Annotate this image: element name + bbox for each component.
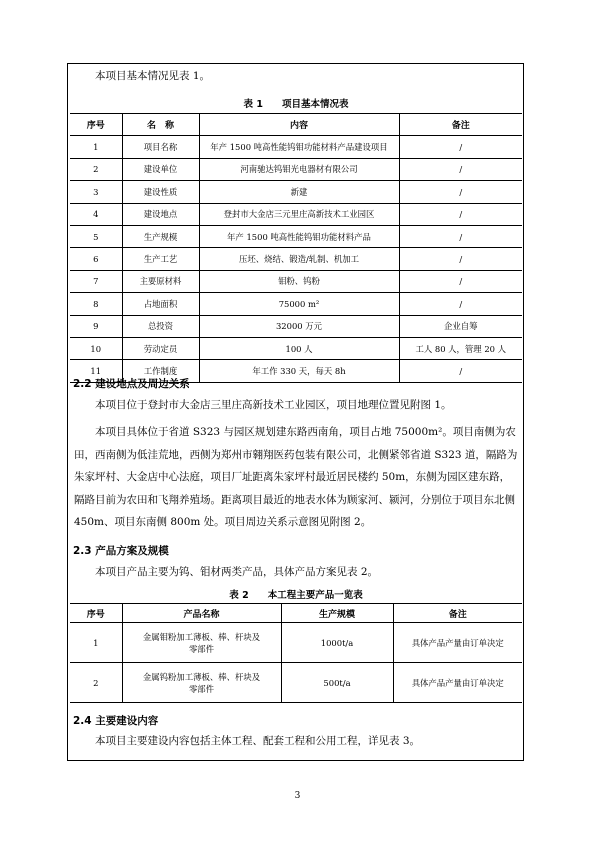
table-cell: /	[399, 293, 522, 315]
table-cell: 11	[70, 360, 122, 382]
section-2-2-paragraph-1: 本项目位于登封市大金店三里庄高新技术工业园区，项目地理位置见附图 1。	[95, 399, 452, 411]
table-cell: 年产 1500 吨高性能钨钼功能材料产品	[199, 225, 399, 247]
table-cell: /	[399, 181, 522, 203]
table-cell: 金属钨粉加工薄板、棒、杆块及零部件	[122, 663, 281, 703]
table-cell: 6	[70, 248, 122, 270]
table-cell: 新建	[199, 181, 399, 203]
table-row	[70, 181, 522, 203]
section-2-3-paragraph: 本项目产品主要为钨、钼材两类产品，具体产品方案见表 2。	[95, 566, 379, 578]
table-row	[70, 248, 522, 270]
table-cell: 具体产品产量由订单决定	[393, 663, 522, 703]
table-cell: 总投资	[122, 315, 199, 337]
table-cell: /	[399, 225, 522, 247]
table-cell: 主要原材料	[122, 270, 199, 292]
table-cell: 建设单位	[122, 158, 199, 180]
table-cell: 75000 m²	[199, 293, 399, 315]
header-cell: 产品名称	[122, 604, 281, 623]
table-header-row	[70, 604, 522, 623]
header-cell: 备注	[393, 604, 522, 623]
table-cell: 9	[70, 315, 122, 337]
table-row	[70, 315, 522, 337]
header-cell: 生产规模	[281, 604, 393, 623]
table-cell: 2	[70, 663, 122, 703]
table-cell: 7	[70, 270, 122, 292]
header-cell: 序号	[86, 609, 105, 620]
table-cell: 10	[70, 337, 122, 359]
table-cell: /	[399, 136, 522, 158]
table-cell: 1	[93, 142, 99, 153]
table-row	[70, 337, 522, 359]
table-cell: 1	[70, 623, 122, 663]
header-cell: 备注	[399, 114, 522, 136]
table-cell: 1000t/a	[281, 623, 393, 663]
page-number: 3	[294, 791, 301, 801]
table-row	[70, 270, 522, 292]
table-cell: 生产规模	[122, 225, 199, 247]
table-cell: 32000 万元	[199, 315, 399, 337]
header-cell: 名 称	[122, 114, 199, 136]
table2-caption: 表 2 本工程主要产品一览表	[229, 590, 363, 601]
table-row	[70, 136, 522, 158]
basic-info-table	[70, 113, 522, 383]
header-cell: 序号	[70, 114, 122, 136]
product-table	[70, 603, 522, 703]
table-cell: /	[399, 158, 522, 180]
table-row	[70, 225, 522, 247]
table-cell: 3	[70, 181, 122, 203]
section-2-4-paragraph: 本项目主要建设内容包括主体工程、配套工程和公用工程，详见表 3。	[95, 735, 421, 747]
table-cell: 金属钼粉加工薄板、棒、杆块及零部件	[122, 623, 281, 663]
table-cell: 8	[70, 293, 122, 315]
intro-text: 本项目基本情况见表 1。	[95, 70, 211, 82]
table-cell: 2	[70, 158, 122, 180]
table-cell: 占地面积	[122, 293, 199, 315]
table-cell: 生产工艺	[122, 248, 199, 270]
section-2-2-heading: 2.2 建设地点及周边关系	[73, 378, 190, 390]
table-cell: 工人 80 人，管理 20 人	[399, 337, 522, 359]
table-cell: 4	[70, 203, 122, 225]
table-row	[70, 623, 522, 663]
table-cell: 5	[70, 225, 122, 247]
table-cell: 建设性质	[122, 181, 199, 203]
table-cell: 工作制度	[122, 360, 199, 382]
table-cell: 具体产品产量由订单决定	[393, 623, 522, 663]
table-cell: 企业自筹	[399, 315, 522, 337]
table-row	[70, 203, 522, 225]
table-cell: /	[399, 270, 522, 292]
table-cell: 登封市大金店三元里庄高新技术工业园区	[199, 203, 399, 225]
section-2-4-heading: 2.4 主要建设内容	[73, 715, 159, 727]
table-cell: 500t/a	[281, 663, 393, 703]
section-2-3-heading: 2.3 产品方案及规模	[73, 545, 169, 557]
section-2-2-paragraph-2: 本项目具体位于省道 S323 与园区规划建东路西南角，项目占地 75000m²。项目南侧为农田，西南侧为低洼荒地，西侧为郑州市翱翔医药包装有限公司，北侧紧邻省道 S323 道，隔路为朱家坪村、大金店中心法庭，项目厂址距离朱家坪村最近居民楼约 50m，东侧为园区建东路，隔路目前为农田和飞翔养殖场。距离项目最近的地表水体为顾家河、颍河，分别位于项目东北侧 450m、项目东南侧 800m 处。项目周边关系示意图见附图 2。	[74, 426, 518, 529]
table-cell: 压坯、烧结、锻造/轧制、机加工	[199, 248, 399, 270]
header-cell: 内容	[199, 114, 399, 136]
table-row	[70, 663, 522, 703]
table-cell: 钼粉、钨粉	[199, 270, 399, 292]
table1-caption: 表 1 项目基本情况表	[243, 99, 349, 110]
table-cell: 100 人	[199, 337, 399, 359]
table-cell: /	[399, 248, 522, 270]
table-cell: /	[399, 203, 522, 225]
table-cell: 年工作 330 天，每天 8h	[199, 360, 399, 382]
table-cell: 项目名称	[122, 136, 199, 158]
table-cell: 河南驰达钨钼光电器材有限公司	[199, 158, 399, 180]
table-row	[70, 158, 522, 180]
table-header-row	[70, 114, 522, 136]
table-row	[70, 293, 522, 315]
table-cell: 劳动定员	[122, 337, 199, 359]
table-cell: 年产 1500 吨高性能钨钼功能材料产品建设项目	[199, 136, 399, 158]
table-cell: /	[399, 360, 522, 382]
table-cell: 建设地点	[122, 203, 199, 225]
